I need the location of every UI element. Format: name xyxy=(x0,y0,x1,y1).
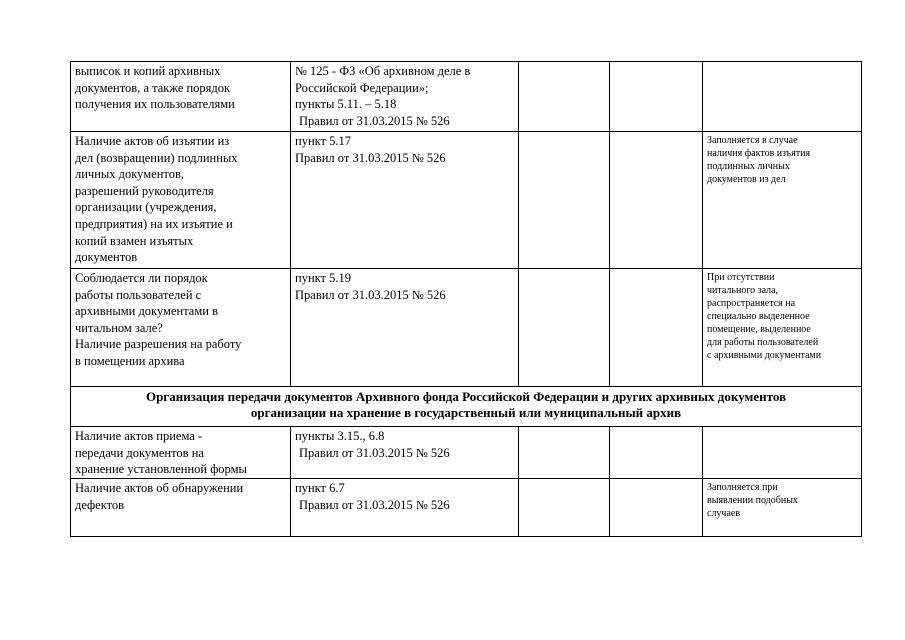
table-row xyxy=(71,427,862,479)
basis-cell: пункт 5.19 Правил от 31.03.2015 № 526 xyxy=(291,269,519,387)
empty-cell xyxy=(519,427,610,479)
note-cell xyxy=(703,427,862,479)
note-cell xyxy=(703,62,862,132)
section-header-row xyxy=(71,387,862,427)
empty-cell xyxy=(610,62,703,132)
section-header: Организация передачи документов Архивного фонда Российской Федерации и других архивных документов организации на хранение в государственный или муниципальный архив xyxy=(71,387,862,427)
empty-cell xyxy=(519,132,610,269)
basis-cell: пункт 5.17 Правил от 31.03.2015 № 526 xyxy=(291,132,519,269)
table-row xyxy=(71,269,862,387)
empty-cell xyxy=(519,269,610,387)
empty-cell xyxy=(610,479,703,537)
empty-cell xyxy=(519,479,610,537)
basis-cell: № 125 - ФЗ «Об архивном деле в Российской Федерации»; пункты 5.11. – 5.18 Правил от 31.03.2015 № 526 xyxy=(291,62,519,132)
table-row xyxy=(71,132,862,269)
basis-cell: пункты 3.15., 6.8 Правил от 31.03.2015 № 526 xyxy=(291,427,519,479)
note-cell: Заполняется в случае наличия фактов изъятия подлинных личных документов из дел xyxy=(703,132,862,269)
requirement-cell: Наличие актов об обнаружении дефектов xyxy=(71,479,291,537)
requirement-cell: Наличие актов об изъятии из дел (возвращении) подлинных личных документов, разрешений руководителя организации (учреждения, предприятия) на их изъятие и копий взамен изъятых документов xyxy=(71,132,291,269)
basis-cell: пункт 6.7 Правил от 31.03.2015 № 526 xyxy=(291,479,519,537)
empty-cell xyxy=(610,132,703,269)
requirement-cell: Соблюдается ли порядок работы пользователей с архивными документами в читальном зале? Наличие разрешения на работу в помещении архива xyxy=(71,269,291,387)
empty-cell xyxy=(519,62,610,132)
note-cell: При отсутствии читального зала, распространяется на специально выделенное помещение, выделенное для работы пользователей с архивными документами xyxy=(703,269,862,387)
document-page xyxy=(70,61,861,537)
note-cell: Заполняется при выявлении подобных случаев xyxy=(703,479,862,537)
empty-cell xyxy=(610,427,703,479)
table-row xyxy=(71,479,862,537)
empty-cell xyxy=(610,269,703,387)
requirements-table xyxy=(70,61,862,537)
requirement-cell: выписок и копий архивных документов, а также порядок получения их пользователями xyxy=(71,62,291,132)
table-row xyxy=(71,62,862,132)
requirement-cell: Наличие актов приема - передачи документов на хранение установленной формы xyxy=(71,427,291,479)
